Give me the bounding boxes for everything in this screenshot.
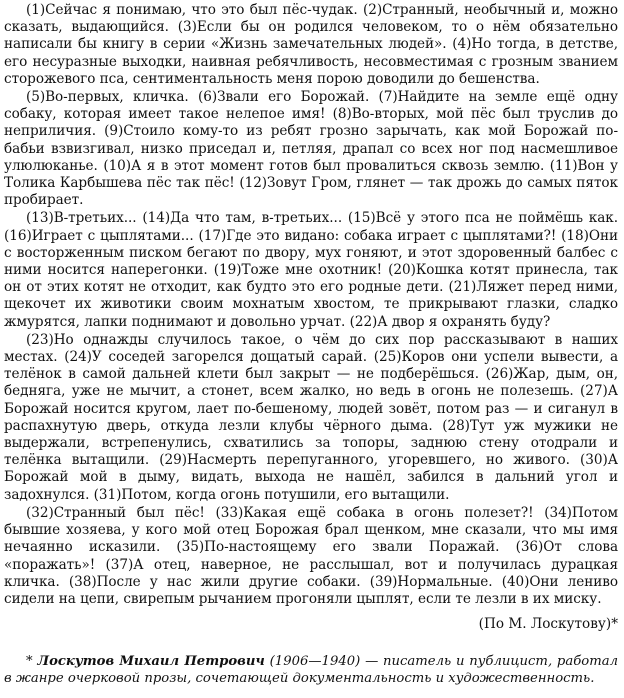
footnote-author-description: — писатель и публицист, работал в жанре очерковой прозы, сочетающей документальность и художественность. [4,654,618,687]
paragraph-4: (23)Но однажды случилось такое, о чём до сих пор рассказывают в наших местах. (24)У соседей загорелся дощатый сарай. (25)Коров они успели вывести, а телёнок в самой дальней клети был закрыт — не подберёшься. (26)Жар, дым, он, бедняга, уже не мычит, а стонет, всем жалко, но ведь в огонь не полезешь. (27)А Борожай носится кругом, лает по-бешеному, людей зовёт, потом раз — и сиганул в распахнутую дверь, откуда лезли клубы чёрного дыма. (28)Тут уж мужики не выдержали, встрепенулись, схватились за топоры, заднюю стену отодрали и телёнка вытащили. (29)Насмерть перепуганного, угоревшего, но живого. (30)А Борожай мой в дыму, видать, выхода не нашёл, забился в дальний угол и задохнулся. (31)Потом, когда огонь потушили, его вытащили. [4,331,618,503]
source-attribution: (По М. Лоскутову)* [478,616,618,633]
paragraph-1: (1)Сейчас я понимаю, что это был пёс-чудак. (2)Странный, необычный и, можно сказать, выдающийся. (3)Если бы он родился человеком, то о нём обязательно написали бы книгу в серии «Жизнь замечательных людей». (4)Но тогда, в детстве, его несуразные выходки, наивная ребячливость, несовместимая с грозным званием сторожевого пса, сентиментальность меня порою доводили до бешенства. [4,2,618,87]
paragraph-3: (13)В-третьих... (14)Да что там, в-третьих... (15)Всё у этого пса не поймёшь как. (16)Играет с цыплятами... (17)Где это видано: собака играет с цыплятами?! (18)Они с восторженным писком бегают по двору, мух гоняют, и этот здоровенный балбес с ними носится наперегонки. (19)Тоже мне охотник! (20)Кошка котят принесла, так он от этих котят не отходит, как будто это его родные дети. (21)Ляжет перед ними, щекочет их животики своим мохнатым хвостом, те прикрывают глазки, сладко жмурятся, лапки поднимают и довольно урчат. (22)А двор я охранять буду? [4,210,618,330]
footnote-author-years: (1906—1940) [264,654,361,670]
footnote-author-name: Лоскутов Михаил Петрович [37,654,265,670]
author-footnote [4,653,618,687]
paragraph-2: (5)Во-первых, кличка. (6)Звали его Борожай. (7)Найдите на земле ещё одну собаку, которая имеет такое нелепое имя! (8)Во-вторых, мой пёс был труслив до неприличия. (9)Стоило кому-то из ребят грозно зарычать, как мой Борожай по-бабьи взвизгивал, низко приседал и, петляя, драпал со всех ног под насмешливое улюлюканье. (10)А я в этот момент готов был провалиться сквозь землю. (11)Вон у Толика Карбышева пёс так пёс! (12)Зовут Гром, глянет — так дрожь до самых пяток пробирает. [4,89,618,209]
paragraph-5: (32)Странный был пёс! (33)Какая ещё собака в огонь полезет?! (34)Потом бывшие хозяева, у кого мой отец Борожая брал щенком, мне сказали, что мы имя нечаянно исказили. (35)По-настоящему его звали Поражай. (36)От слова «поражать»! (37)А отец, наверное, не расслышал, вот и получилась дурацкая кличка. (38)После у нас жили другие собаки. (39)Нормальные. (40)Они лениво сидели на цепи, свирепым рычанием прогоняли цыплят, если те лезли в их миску. [4,504,618,607]
footnote-marker: * [26,654,38,670]
document-page [4,2,618,687]
